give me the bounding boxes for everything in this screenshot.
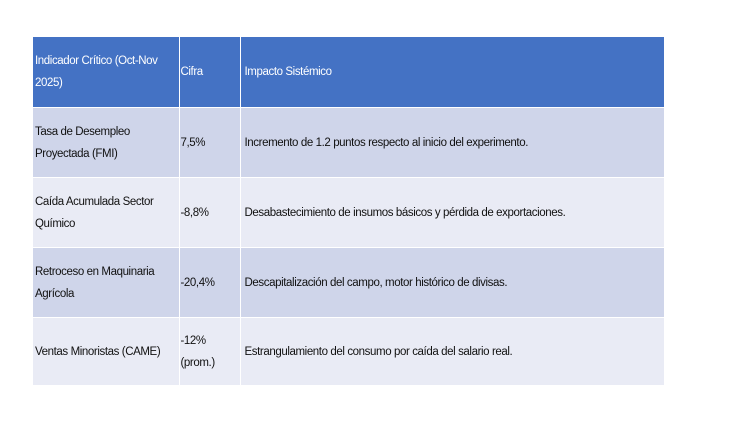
table-row [33, 108, 664, 178]
cell-impacto: Estrangulamiento del consumo por caída del salario real. [240, 318, 664, 386]
indicators-table [33, 37, 664, 386]
cell-cifra: -12% (prom.) [179, 318, 240, 386]
table-row [33, 178, 664, 248]
cell-impacto: Incremento de 1.2 puntos respecto al inicio del experimento. [240, 108, 664, 178]
table-row [33, 248, 664, 318]
header-row [33, 37, 664, 108]
cell-impacto: Descapitalización del campo, motor histórico de divisas. [240, 248, 664, 318]
cell-cifra: -20,4% [179, 248, 240, 318]
cell-cifra: -8,8% [179, 178, 240, 248]
table-body [33, 108, 664, 386]
cell-indicador: Retroceso en Maquinaria Agrícola [33, 248, 179, 318]
header-indicador: Indicador Crítico (Oct-Nov 2025) [33, 37, 179, 108]
cell-impacto: Desabastecimiento de insumos básicos y pérdida de exportaciones. [240, 178, 664, 248]
header-impacto: Impacto Sistémico [240, 37, 664, 108]
table-header [33, 37, 664, 108]
data-table-container [33, 37, 664, 386]
cell-indicador: Caída Acumulada Sector Químico [33, 178, 179, 248]
header-cifra: Cifra [179, 37, 240, 108]
cell-indicador: Ventas Minoristas (CAME) [33, 318, 179, 386]
cell-indicador: Tasa de Desempleo Proyectada (FMI) [33, 108, 179, 178]
table-row [33, 318, 664, 386]
cell-cifra: 7,5% [179, 108, 240, 178]
